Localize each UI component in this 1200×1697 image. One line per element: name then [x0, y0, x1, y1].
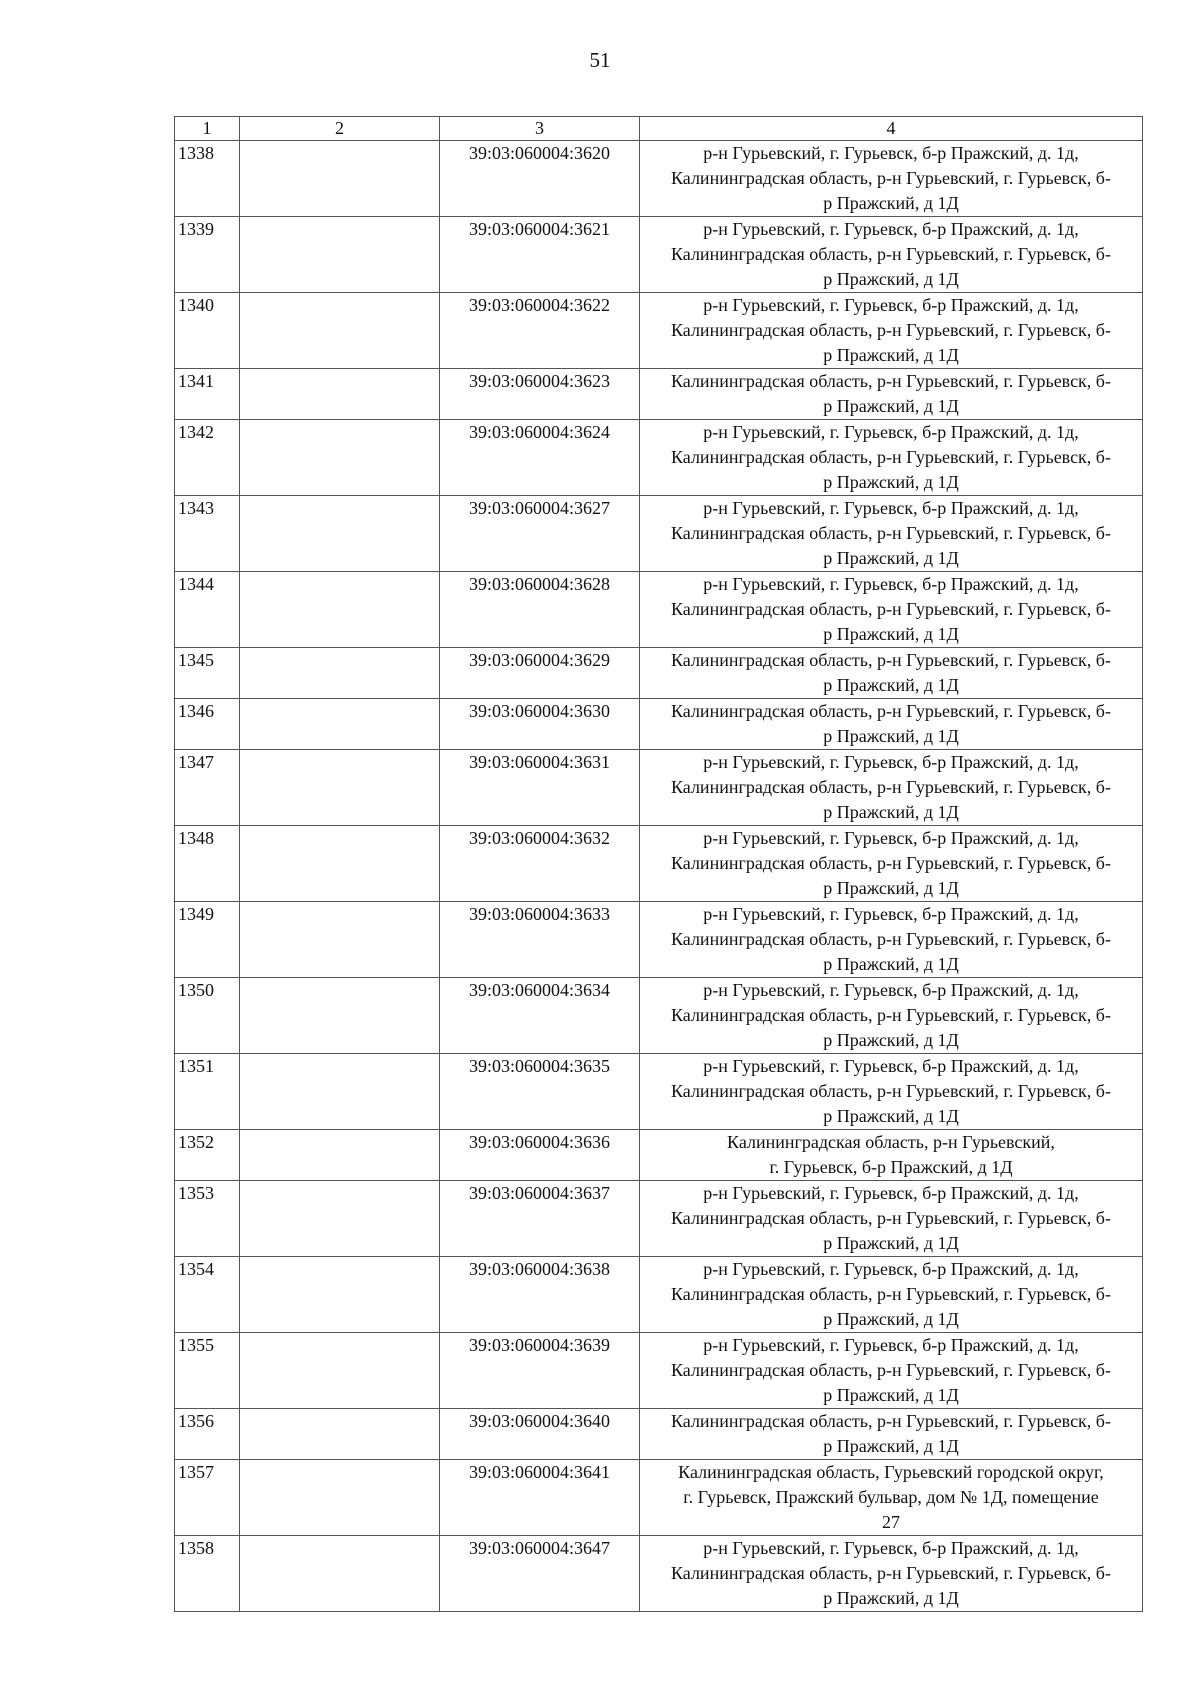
- address-line: Калининградская область, р-н Гурьевский, г. Гурьевск, б-: [671, 244, 1111, 264]
- address-cell: [640, 648, 1143, 699]
- column-header-4: 4: [640, 117, 1143, 141]
- address-line: Калининградская область, р-н Гурьевский, г. Гурьевск, б-: [671, 1411, 1111, 1431]
- address-line: р-н Гурьевский, г. Гурьевск, б-р Пражский, д. 1д,: [703, 295, 1079, 315]
- address-cell: [640, 826, 1143, 902]
- address-line: р Пражский, д 1Д: [823, 802, 959, 822]
- address-cell: [640, 369, 1143, 420]
- cadastral-number-cell: 39:03:060004:3632: [440, 826, 640, 902]
- address-line: Калининградская область, р-н Гурьевский, г. Гурьевск, б-: [671, 523, 1111, 543]
- address-line: Калининградская область, р-н Гурьевский, г. Гурьевск, б-: [671, 1081, 1111, 1101]
- address-line: Калининградская область, р-н Гурьевский, г. Гурьевск, б-: [671, 1005, 1111, 1025]
- cadastral-number-cell: 39:03:060004:3631: [440, 750, 640, 826]
- cadastral-number-cell: 39:03:060004:3641: [440, 1460, 640, 1536]
- address-line: р Пражский, д 1Д: [823, 396, 959, 416]
- address-cell: [640, 217, 1143, 293]
- address-line: р-н Гурьевский, г. Гурьевск, б-р Пражский, д. 1д,: [703, 752, 1079, 772]
- address-line: Калининградская область, р-н Гурьевский, г. Гурьевск, б-: [671, 1284, 1111, 1304]
- column-2-cell: [240, 1409, 440, 1460]
- cadastral-number-cell: 39:03:060004:3621: [440, 217, 640, 293]
- row-number-cell: 1340: [175, 293, 240, 369]
- address-line: р Пражский, д 1Д: [823, 548, 959, 568]
- address-line: р-н Гурьевский, г. Гурьевск, б-р Пражский, д. 1д,: [703, 143, 1079, 163]
- address-cell: [640, 1536, 1143, 1612]
- row-number-cell: 1351: [175, 1054, 240, 1130]
- column-2-cell: [240, 750, 440, 826]
- row-number-cell: 1346: [175, 699, 240, 750]
- address-cell: [640, 1333, 1143, 1409]
- address-line: р Пражский, д 1Д: [823, 624, 959, 644]
- row-number-cell: 1353: [175, 1181, 240, 1257]
- address-line: р Пражский, д 1Д: [823, 954, 959, 974]
- address-line: 27: [882, 1512, 900, 1532]
- address-line: Калининградская область, р-н Гурьевский,: [727, 1132, 1055, 1152]
- address-line: Калининградская область, р-н Гурьевский, г. Гурьевск, б-: [671, 701, 1111, 721]
- cadastral-number-cell: 39:03:060004:3647: [440, 1536, 640, 1612]
- address-line: р Пражский, д 1Д: [823, 1233, 959, 1253]
- address-line: р Пражский, д 1Д: [823, 269, 959, 289]
- cadastral-number-cell: 39:03:060004:3623: [440, 369, 640, 420]
- row-number-cell: 1349: [175, 902, 240, 978]
- row-number-cell: 1354: [175, 1257, 240, 1333]
- column-2-cell: [240, 1460, 440, 1536]
- row-number-cell: 1339: [175, 217, 240, 293]
- row-number-cell: 1356: [175, 1409, 240, 1460]
- table-row: [175, 1130, 1143, 1181]
- address-cell: [640, 699, 1143, 750]
- address-line: р Пражский, д 1Д: [823, 1030, 959, 1050]
- address-line: р-н Гурьевский, г. Гурьевск, б-р Пражский, д. 1д,: [703, 1183, 1079, 1203]
- table-row: [175, 699, 1143, 750]
- address-line: Калининградская область, р-н Гурьевский, г. Гурьевск, б-: [671, 1208, 1111, 1228]
- address-cell: [640, 1054, 1143, 1130]
- address-cell: [640, 420, 1143, 496]
- cadastral-number-cell: 39:03:060004:3622: [440, 293, 640, 369]
- column-header-3: 3: [440, 117, 640, 141]
- row-number-cell: 1358: [175, 1536, 240, 1612]
- address-line: Калининградская область, Гурьевский городской округ,: [678, 1462, 1104, 1482]
- address-cell: [640, 902, 1143, 978]
- address-cell: [640, 1130, 1143, 1181]
- row-number-cell: 1347: [175, 750, 240, 826]
- table-row: [175, 217, 1143, 293]
- address-cell: [640, 141, 1143, 217]
- row-number-cell: 1357: [175, 1460, 240, 1536]
- cadastral-number-cell: 39:03:060004:3635: [440, 1054, 640, 1130]
- column-header-2: 2: [240, 117, 440, 141]
- address-line: г. Гурьевск, б-р Пражский, д 1Д: [769, 1157, 1013, 1177]
- address-line: Калининградская область, р-н Гурьевский, г. Гурьевск, б-: [671, 853, 1111, 873]
- table-row: [175, 826, 1143, 902]
- column-2-cell: [240, 496, 440, 572]
- address-line: р-н Гурьевский, г. Гурьевск, б-р Пражский, д. 1д,: [703, 1335, 1079, 1355]
- column-2-cell: [240, 826, 440, 902]
- register-table: [174, 116, 1143, 1612]
- column-2-cell: [240, 293, 440, 369]
- column-2-cell: [240, 1333, 440, 1409]
- table-row: [175, 978, 1143, 1054]
- address-line: Калининградская область, р-н Гурьевский, г. Гурьевск, б-: [671, 650, 1111, 670]
- column-2-cell: [240, 141, 440, 217]
- table-row: [175, 369, 1143, 420]
- cadastral-number-cell: 39:03:060004:3628: [440, 572, 640, 648]
- table-row: [175, 496, 1143, 572]
- address-cell: [640, 572, 1143, 648]
- address-line: р-н Гурьевский, г. Гурьевск, б-р Пражский, д. 1д,: [703, 1259, 1079, 1279]
- column-2-cell: [240, 699, 440, 750]
- table-row: [175, 1257, 1143, 1333]
- address-cell: [640, 1181, 1143, 1257]
- column-2-cell: [240, 902, 440, 978]
- column-2-cell: [240, 1536, 440, 1612]
- address-line: г. Гурьевск, Пражский бульвар, дом № 1Д, помещение: [683, 1487, 1099, 1507]
- address-line: Калининградская область, р-н Гурьевский, г. Гурьевск, б-: [671, 371, 1111, 391]
- address-cell: [640, 750, 1143, 826]
- address-line: р Пражский, д 1Д: [823, 675, 959, 695]
- cadastral-number-cell: 39:03:060004:3627: [440, 496, 640, 572]
- row-number-cell: 1338: [175, 141, 240, 217]
- column-2-cell: [240, 572, 440, 648]
- address-line: р Пражский, д 1Д: [823, 1385, 959, 1405]
- table-row: [175, 902, 1143, 978]
- address-line: р Пражский, д 1Д: [823, 1436, 959, 1456]
- cadastral-number-cell: 39:03:060004:3640: [440, 1409, 640, 1460]
- address-cell: [640, 1257, 1143, 1333]
- column-2-cell: [240, 978, 440, 1054]
- address-line: Калининградская область, р-н Гурьевский, г. Гурьевск, б-: [671, 1563, 1111, 1583]
- address-line: р-н Гурьевский, г. Гурьевск, б-р Пражский, д. 1д,: [703, 904, 1079, 924]
- address-cell: [640, 1409, 1143, 1460]
- table-row: [175, 1460, 1143, 1536]
- address-line: р-н Гурьевский, г. Гурьевск, б-р Пражский, д. 1д,: [703, 219, 1079, 239]
- address-line: р-н Гурьевский, г. Гурьевск, б-р Пражский, д. 1д,: [703, 498, 1079, 518]
- table-row: [175, 1536, 1143, 1612]
- table-row: [175, 1409, 1143, 1460]
- address-cell: [640, 1460, 1143, 1536]
- table-body: [175, 141, 1143, 1612]
- address-line: р-н Гурьевский, г. Гурьевск, б-р Пражский, д. 1д,: [703, 422, 1079, 442]
- address-cell: [640, 496, 1143, 572]
- row-number-cell: 1341: [175, 369, 240, 420]
- address-line: р-н Гурьевский, г. Гурьевск, б-р Пражский, д. 1д,: [703, 980, 1079, 1000]
- row-number-cell: 1344: [175, 572, 240, 648]
- column-2-cell: [240, 1181, 440, 1257]
- column-2-cell: [240, 1054, 440, 1130]
- address-cell: [640, 293, 1143, 369]
- address-line: р-н Гурьевский, г. Гурьевск, б-р Пражский, д. 1д,: [703, 1538, 1079, 1558]
- table-row: [175, 293, 1143, 369]
- row-number-cell: 1342: [175, 420, 240, 496]
- cadastral-number-cell: 39:03:060004:3638: [440, 1257, 640, 1333]
- column-2-cell: [240, 420, 440, 496]
- column-header-1: 1: [175, 117, 240, 141]
- row-number-cell: 1355: [175, 1333, 240, 1409]
- table-row: [175, 141, 1143, 217]
- table-row: [175, 1181, 1143, 1257]
- row-number-cell: 1343: [175, 496, 240, 572]
- address-line: Калининградская область, р-н Гурьевский, г. Гурьевск, б-: [671, 777, 1111, 797]
- address-line: Калининградская область, р-н Гурьевский, г. Гурьевск, б-: [671, 599, 1111, 619]
- row-number-cell: 1352: [175, 1130, 240, 1181]
- cadastral-number-cell: 39:03:060004:3629: [440, 648, 640, 699]
- table-row: [175, 572, 1143, 648]
- row-number-cell: 1348: [175, 826, 240, 902]
- address-line: р Пражский, д 1Д: [823, 193, 959, 213]
- address-line: р-н Гурьевский, г. Гурьевск, б-р Пражский, д. 1д,: [703, 828, 1079, 848]
- cadastral-number-cell: 39:03:060004:3634: [440, 978, 640, 1054]
- address-line: р Пражский, д 1Д: [823, 345, 959, 365]
- row-number-cell: 1350: [175, 978, 240, 1054]
- column-2-cell: [240, 217, 440, 293]
- cadastral-number-cell: 39:03:060004:3630: [440, 699, 640, 750]
- cadastral-number-cell: 39:03:060004:3633: [440, 902, 640, 978]
- cadastral-number-cell: 39:03:060004:3636: [440, 1130, 640, 1181]
- header-row: [175, 117, 1143, 141]
- address-line: р Пражский, д 1Д: [823, 726, 959, 746]
- address-line: р Пражский, д 1Д: [823, 1588, 959, 1608]
- row-number-cell: 1345: [175, 648, 240, 699]
- address-line: р-н Гурьевский, г. Гурьевск, б-р Пражский, д. 1д,: [703, 1056, 1079, 1076]
- address-line: р Пражский, д 1Д: [823, 472, 959, 492]
- table-row: [175, 1333, 1143, 1409]
- cadastral-number-cell: 39:03:060004:3620: [440, 141, 640, 217]
- cadastral-number-cell: 39:03:060004:3637: [440, 1181, 640, 1257]
- cadastral-number-cell: 39:03:060004:3639: [440, 1333, 640, 1409]
- address-cell: [640, 978, 1143, 1054]
- cadastral-number-cell: 39:03:060004:3624: [440, 420, 640, 496]
- column-2-cell: [240, 1257, 440, 1333]
- address-line: Калининградская область, р-н Гурьевский, г. Гурьевск, б-: [671, 929, 1111, 949]
- table-row: [175, 420, 1143, 496]
- address-line: р Пражский, д 1Д: [823, 1309, 959, 1329]
- table-row: [175, 648, 1143, 699]
- address-line: Калининградская область, р-н Гурьевский, г. Гурьевск, б-: [671, 168, 1111, 188]
- column-2-cell: [240, 369, 440, 420]
- address-line: р Пражский, д 1Д: [823, 1106, 959, 1126]
- address-line: Калининградская область, р-н Гурьевский, г. Гурьевск, б-: [671, 447, 1111, 467]
- table-row: [175, 750, 1143, 826]
- page-number: 51: [589, 48, 611, 72]
- table-row: [175, 1054, 1143, 1130]
- address-line: Калининградская область, р-н Гурьевский, г. Гурьевск, б-: [671, 1360, 1111, 1380]
- address-line: р-н Гурьевский, г. Гурьевск, б-р Пражский, д. 1д,: [703, 574, 1079, 594]
- address-line: Калининградская область, р-н Гурьевский, г. Гурьевск, б-: [671, 320, 1111, 340]
- address-line: р Пражский, д 1Д: [823, 878, 959, 898]
- column-2-cell: [240, 1130, 440, 1181]
- column-2-cell: [240, 648, 440, 699]
